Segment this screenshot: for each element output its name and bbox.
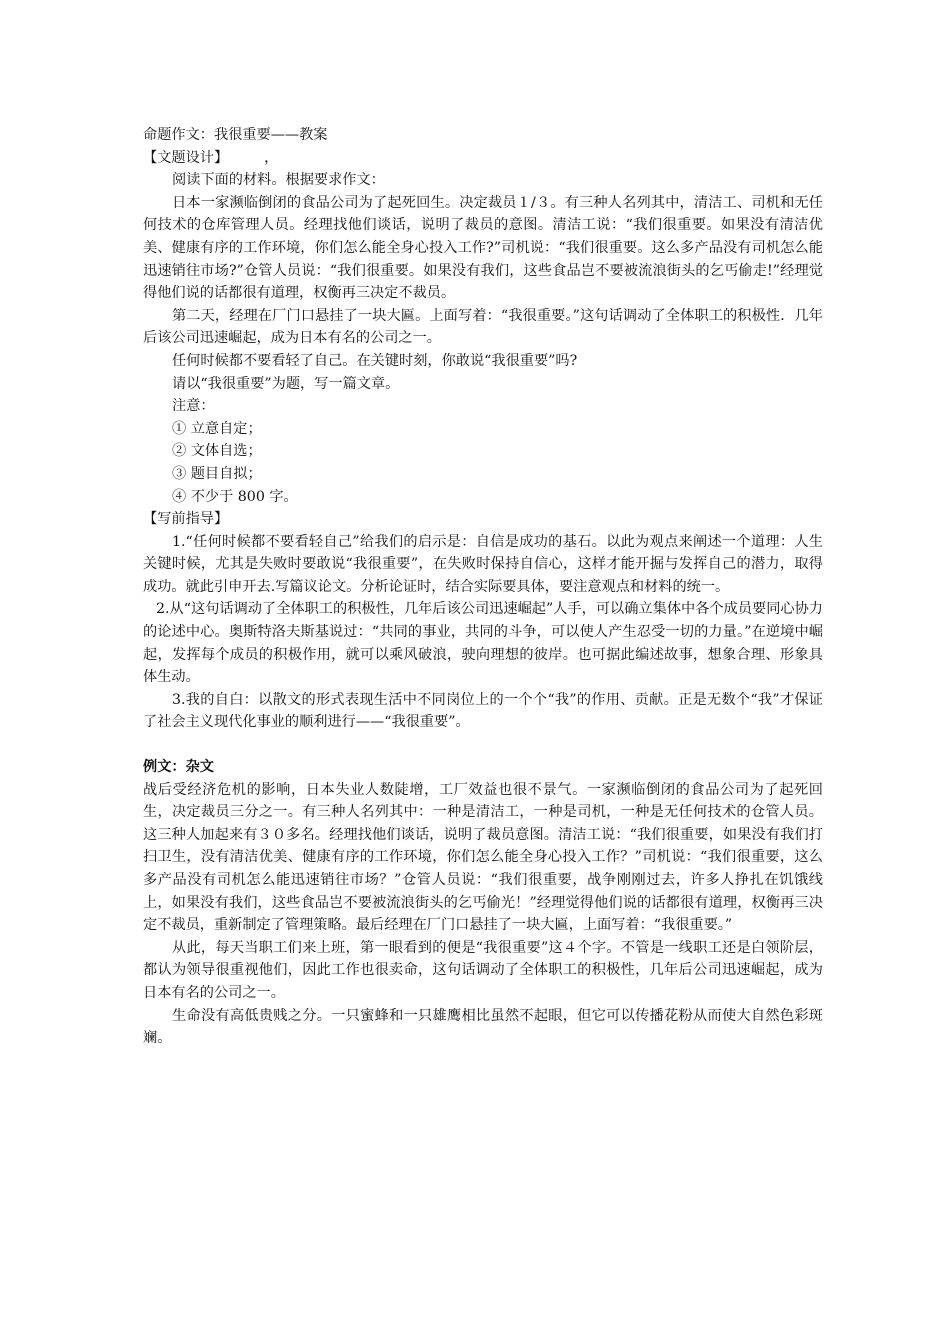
document-title: 命题作文：我很重要——教案	[143, 127, 328, 143]
section-heading-design	[143, 147, 823, 170]
notice-item-1: ① 立意自定；	[172, 420, 262, 437]
notice-item-4: ④ 不少于 800 字。	[172, 488, 298, 505]
example-paragraph-2: 从此，每天当职工们来上班，第一眼看到的便是“我很重要”这４个字。不管是一线职工还是白领阶层，都认为领导很重视他们，因此工作也很卖命，这句话调动了全体职工的积极性，几年后公司迅速崛起，成为日本有名的公司之一。	[143, 939, 823, 1001]
design-material-paragraph-3: 任何时候都不要看轻了自己。在关键时刻，你敢说“我很重要”吗?	[172, 352, 578, 369]
document-page	[143, 124, 823, 1050]
example-paragraph-3: 生命没有高低贵贱之分。一只蜜蜂和一只雄鹰相比虽然不起眼，但它可以传播花粉从而使大自然色彩斑斓。	[143, 1007, 823, 1047]
guide-item-3: 3.我的自白：以散文的形式表现生活中不同岗位上的一个个“我”的作用、贡献。正是无数个“我”才保证了社会主义现代化事业的顺利进行——“我很重要”。	[143, 691, 823, 731]
guide-item-1: 1.“任何时候都不要看轻自己”给我们的启示是：自信是成功的基石。以此为观点来阐述一个道理：人生关键时候，尤其是失败时要敢说“我很重要”，在失败时保持自信心，这样才能开掘与发挥自己的潜力，取得成功。就此引申开去.写篇议论文。分析论证时，结合实际要具体，要注意观点和材料的统一。	[143, 533, 823, 595]
design-intro: 阅读下面的材料。根据要求作文：	[172, 172, 385, 189]
section-heading-example: 例文：杂文	[143, 759, 214, 776]
notice-item-2: ② 文体自选；	[172, 443, 262, 460]
guide-item-2: 2.从“这句话调动了全体职工的积极性，几年后该公司迅速崛起”人手，可以确立集体中各个成员要同心协力的论述中心。奥斯特洛夫斯基说过：“共同的事业，共同的斗争，可以使人产生忍受一切的力量。”在逆境中崛起，发挥每个成员的积极作用，就可以乘风破浪，驶向理想的彼岸。也可据此编述故事，想象合理、形象具体生动。	[143, 601, 823, 686]
section-heading-design-label: 【文题设计】	[143, 149, 229, 166]
notice-item-3: ③ 题目自拟；	[172, 465, 262, 482]
design-material-paragraph-4: 请以“我很重要”为题，写一篇文章。	[172, 375, 400, 392]
notice-label: 注意：	[172, 398, 215, 415]
example-paragraph-1: 战后受经济危机的影响，日本失业人数陡增，工厂效益也很不景气。一家濒临倒闭的食品公司为了起死回生，决定裁员三分之一。有三种人名列其中：一种是清洁工，一种是司机，一种是无任何技术的仓管人员。这三种人加起来有３０多名。经理找他们谈话，说明了裁员意图。清洁工说：“我们很重要，如果没有我们打扫卫生，没有清洁优美、健康有序的工作环境，你们怎么能全身心投入工作？”司机说：“我们很重要，这么多产品没有司机怎么能迅速销往市场？”仓管人员说：“我们很重要，战争刚刚过去，许多人挣扎在饥饿线上，如果没有我们，这些食品岂不要被流浪街头的乞丐偷光！”经理觉得他们说的话都很有道理，权衡再三决定不裁员，重新制定了管理策略。最后经理在厂门口悬挂了一块大匾，上面写着：“我很重要。”	[143, 781, 823, 934]
design-material-paragraph-2: 第二天，经理在厂门口悬挂了一块大匾。上面写着：“我很重要。”这句话调动了全体职工的积极性．几年后该公司迅速崛起，成为日本有名的公司之一。	[143, 307, 823, 347]
design-material-paragraph-1: 日本一家濒临倒闭的食品公司为了起死回生。决定裁员１/３。有三种人名列其中，清洁工、司机和无任何技术的仓库管理人员。经理找他们谈话，说明了裁员的意图。清洁工说：“我们很重要。如果没有清洁优美、健康有序的工作环境，你们怎么能全身心投入工作?”司机说：“我们很重要。这么多产品没有司机怎么能迅速销往市场?”仓管人员说：“我们很重要。如果没有我们，这些食品岂不要被流浪街头的乞丐偷走!”经理觉得他们说的话都很有道理，权衡再三决定不裁员。	[143, 194, 823, 302]
section-heading-guide: 【写前指导】	[143, 511, 229, 528]
section-heading-design-tail: ，	[264, 149, 279, 166]
